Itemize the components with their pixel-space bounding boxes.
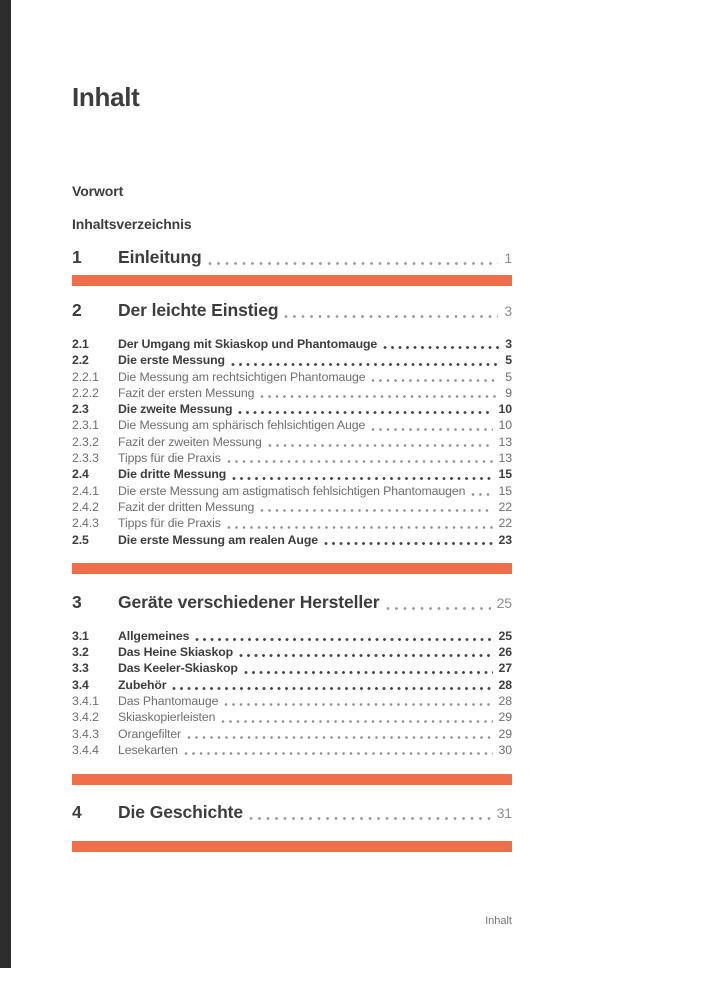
toc-entry-page: 31 [496,805,512,822]
dotted-leader [471,492,492,497]
toc-entry-number: 3.4.1 [72,694,99,709]
toc-entry-title: Das Heine Skiaskop [118,645,234,660]
toc-entry-number: 2.3 [72,402,89,417]
toc-entry-page: 22 [498,516,512,531]
toc-entry-page: 25 [498,628,512,643]
toc-entry [72,336,512,352]
dotted-leader [383,345,499,350]
toc-entry [72,417,512,433]
dotted-leader [371,427,492,432]
dotted-leader [371,378,499,383]
dotted-leader [232,476,492,481]
section-divider-bar [72,275,512,286]
toc-entry [72,709,512,725]
toc-entry-page: 23 [498,532,512,547]
toc-entry-title: Das Phantomauge [118,694,219,709]
toc-entry [72,693,512,709]
dotted-leader [227,459,493,464]
toc-entry-title: Das Keeler-Skiaskop [118,661,238,676]
toc-entry [72,644,512,660]
toc-entry-number: 2.3.3 [72,451,99,466]
toc-entry-number: 2.2 [72,353,89,368]
toc-entry [72,466,512,482]
toc-entry-title: Fazit der ersten Messung [118,385,255,400]
toc-entry-title: Der Umgang mit Skiaskop und Phantomauge [118,337,378,351]
toc-entry [72,532,512,548]
dotted-leader [227,525,493,530]
dotted-leader [184,751,493,756]
toc-entry-number: 4 [72,802,82,823]
toc-rows [72,246,512,852]
toc-entry [72,628,512,644]
toc-entry-page: 29 [498,726,512,741]
section-divider-bar [72,774,512,785]
toc-entry-page: 15 [498,467,512,482]
toc-entry [72,450,512,466]
toc-entry [72,246,512,269]
toc-entry-number: 2.4.3 [72,516,99,531]
toc-entry-number: 3.3 [72,661,89,676]
toc-entry-page: 10 [498,418,512,433]
dotted-leader [260,394,499,399]
toc-entry-number: 2.4 [72,467,89,482]
toc-entry-vorwort: Vorwort [72,183,124,199]
toc-entry [72,499,512,515]
dotted-leader [260,508,492,513]
toc-entry-title: Die zweite Messung [118,402,233,417]
toc-entry [72,742,512,758]
toc-entry-page: 5 [505,369,512,384]
toc-entry [72,299,512,322]
dotted-leader [224,702,492,707]
toc-entry-title: Die Messung am sphärisch fehlsichtigen Auge [118,418,366,433]
toc-entry-number: 3.4 [72,677,89,692]
toc-entry-title: Die erste Messung am realen Auge [118,532,318,547]
toc-entry [72,801,512,824]
toc-entry-title: Die erste Messung am astigmatisch fehlsichtigen Phantomaugen [118,483,466,498]
dotted-leader [238,410,492,415]
toc-entry-page: 29 [498,710,512,725]
toc-entry-title: Geräte verschiedener Hersteller [118,591,380,612]
dotted-leader [249,816,491,821]
toc-entry-page: 9 [505,385,512,400]
page-edge-bar [0,0,11,968]
toc-entry-number: 2 [72,300,82,320]
dotted-leader [208,261,499,266]
toc-entry [72,677,512,693]
toc-entry-number: 3.2 [72,645,89,660]
toc-entry-title: Einleitung [118,247,202,267]
toc-entry-title: Fazit der dritten Messung [118,499,255,514]
toc-entry-page: 13 [498,451,512,466]
toc-entry-page: 30 [498,742,512,757]
toc-entry-number: 2.5 [72,532,89,547]
toc-entry-page: 15 [498,483,512,498]
toc-entry-title: Allgemeines [118,628,190,643]
dotted-leader [244,670,493,675]
toc-entry [72,369,512,385]
toc-entry [72,591,512,614]
toc-entry-title: Tipps für die Praxis [118,451,221,466]
toc-entry [72,515,512,531]
page-title: Inhalt [72,82,140,112]
toc-entry-number: 2.4.1 [72,483,99,498]
toc-entry [72,352,512,368]
toc-entry-title: Die erste Messung [118,353,225,368]
toc-entry-number: 2.3.1 [72,418,99,433]
toc-entry-page: 5 [505,353,512,368]
toc-entry-number: 2.1 [72,337,89,351]
toc-entry-page: 28 [498,694,512,709]
toc-entry-page: 22 [498,499,512,514]
toc-entry-number: 3 [72,591,82,612]
toc-entry-title: Skiaskopierleisten [118,710,216,725]
toc-entry-page: 10 [498,402,512,417]
toc-entry-page: 26 [498,645,512,660]
toc-entry-page: 25 [496,594,512,611]
toc-entry-number: 2.2.1 [72,369,99,384]
toc-entry [72,726,512,742]
toc-entry-page: 3 [505,337,512,351]
toc-entry-page: 27 [498,661,512,676]
toc-entry [72,660,512,676]
toc-entry [72,434,512,450]
dotted-leader [221,719,492,724]
toc-entry-number: 3.4.4 [72,742,99,757]
toc-entry-page: 13 [498,434,512,449]
toc-entry-title: Die Geschichte [118,802,244,823]
section-divider-bar [72,841,512,852]
toc-entry-number: 3.1 [72,628,89,643]
toc-entry-title: Tipps für die Praxis [118,516,221,531]
dotted-leader [231,362,499,367]
toc-entry-title: Der leichte Einstieg [118,300,279,320]
toc-entry-title: Zubehör [118,677,167,692]
dotted-leader [239,653,492,658]
toc-entry-title: Die Messung am rechtsichtigen Phantomauge [118,369,366,384]
toc-entry-number: 3.4.2 [72,710,99,725]
dotted-leader [284,314,498,319]
toc-entry-title: Die dritte Messung [118,467,227,482]
toc-entry-number: 3.4.3 [72,726,99,741]
toc-entry [72,483,512,499]
toc-entry-inhaltsverzeichnis: Inhaltsverzeichnis [72,216,192,232]
dotted-leader [324,541,493,546]
toc-entry-title: Lesekarten [118,742,178,757]
toc-entry [72,401,512,417]
toc-entry-number: 2.2.2 [72,385,99,400]
toc-entry-title: Orangefilter [118,726,182,741]
toc-entry-page: 28 [498,677,512,692]
dotted-leader [268,443,493,448]
toc-entry-number: 1 [72,247,82,267]
footer-page-label: Inhalt [485,915,512,927]
dotted-leader [195,637,492,642]
section-divider-bar [72,563,512,574]
toc-entry-title: Fazit der zweiten Messung [118,434,262,449]
dotted-leader [172,686,492,691]
toc-entry-page: 1 [504,250,512,266]
dotted-leader [386,606,491,611]
toc-entry-page: 3 [504,303,512,319]
toc-entry-number: 2.3.2 [72,434,99,449]
dotted-leader [187,735,492,740]
toc-entry [72,385,512,401]
toc-entry-number: 2.4.2 [72,499,99,514]
